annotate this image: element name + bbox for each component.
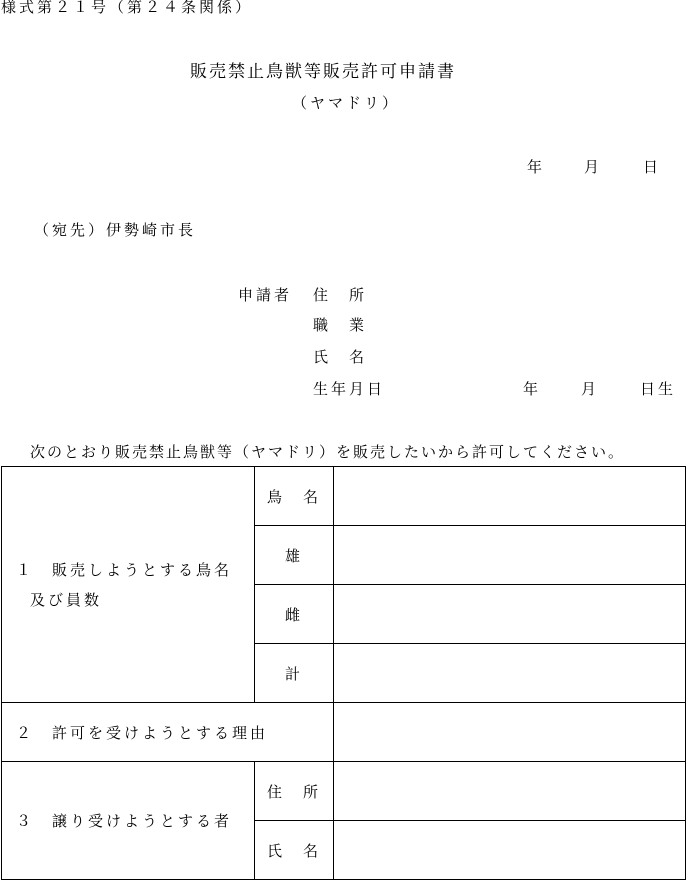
birth-day: 日生 [640, 380, 677, 398]
reason-field[interactable] [334, 703, 686, 762]
male-count-field[interactable] [334, 526, 686, 585]
recipient-name-label: 氏 名 [255, 821, 334, 880]
addressee: （宛先）伊勢崎市長 [34, 221, 197, 239]
form-number: 様式第２１号（第２４条関係） [1, 0, 254, 16]
section1-line2: 及び員数 [30, 590, 103, 609]
recipient-address-label: 住 所 [255, 762, 334, 821]
applicant-occupation-label: 職 業 [313, 316, 368, 334]
form-title: 販売禁止鳥獣等販売許可申請書 [190, 62, 456, 82]
date-month: 月 [584, 158, 603, 176]
recipient-name-field[interactable] [334, 821, 686, 880]
date-day: 日 [643, 158, 662, 176]
section2-label: ２ 許可を受けようとする理由 [2, 703, 334, 762]
bird-name-field[interactable] [334, 467, 686, 526]
application-table [1, 466, 686, 880]
date-year: 年 [527, 158, 546, 176]
applicant-birthdate-label: 生年月日 [313, 380, 386, 398]
section1-label-cell [2, 467, 255, 703]
recipient-address-field[interactable] [334, 762, 686, 821]
female-count-field[interactable] [334, 585, 686, 644]
female-count-label: 雌 [255, 585, 334, 644]
applicant-address-label: 住 所 [313, 286, 368, 304]
applicant-name-label: 氏 名 [313, 348, 368, 366]
section3-label: ３ 譲り受けようとする者 [2, 762, 255, 880]
male-count-label: 雄 [255, 526, 334, 585]
applicant-heading: 申請者 [238, 286, 293, 304]
total-count-field[interactable] [334, 644, 686, 703]
birth-year: 年 [523, 380, 542, 398]
section1-line1: １ 販売しようとする鳥名 [16, 560, 233, 579]
birth-month: 月 [581, 380, 600, 398]
bird-name-label: 鳥 名 [255, 467, 334, 526]
total-count-label: 計 [255, 644, 334, 703]
form-subtitle: （ヤマドリ） [292, 94, 401, 112]
request-statement: 次のとおり販売禁止鳥獣等（ヤマドリ）を販売したいから許可してください。 [30, 443, 626, 461]
